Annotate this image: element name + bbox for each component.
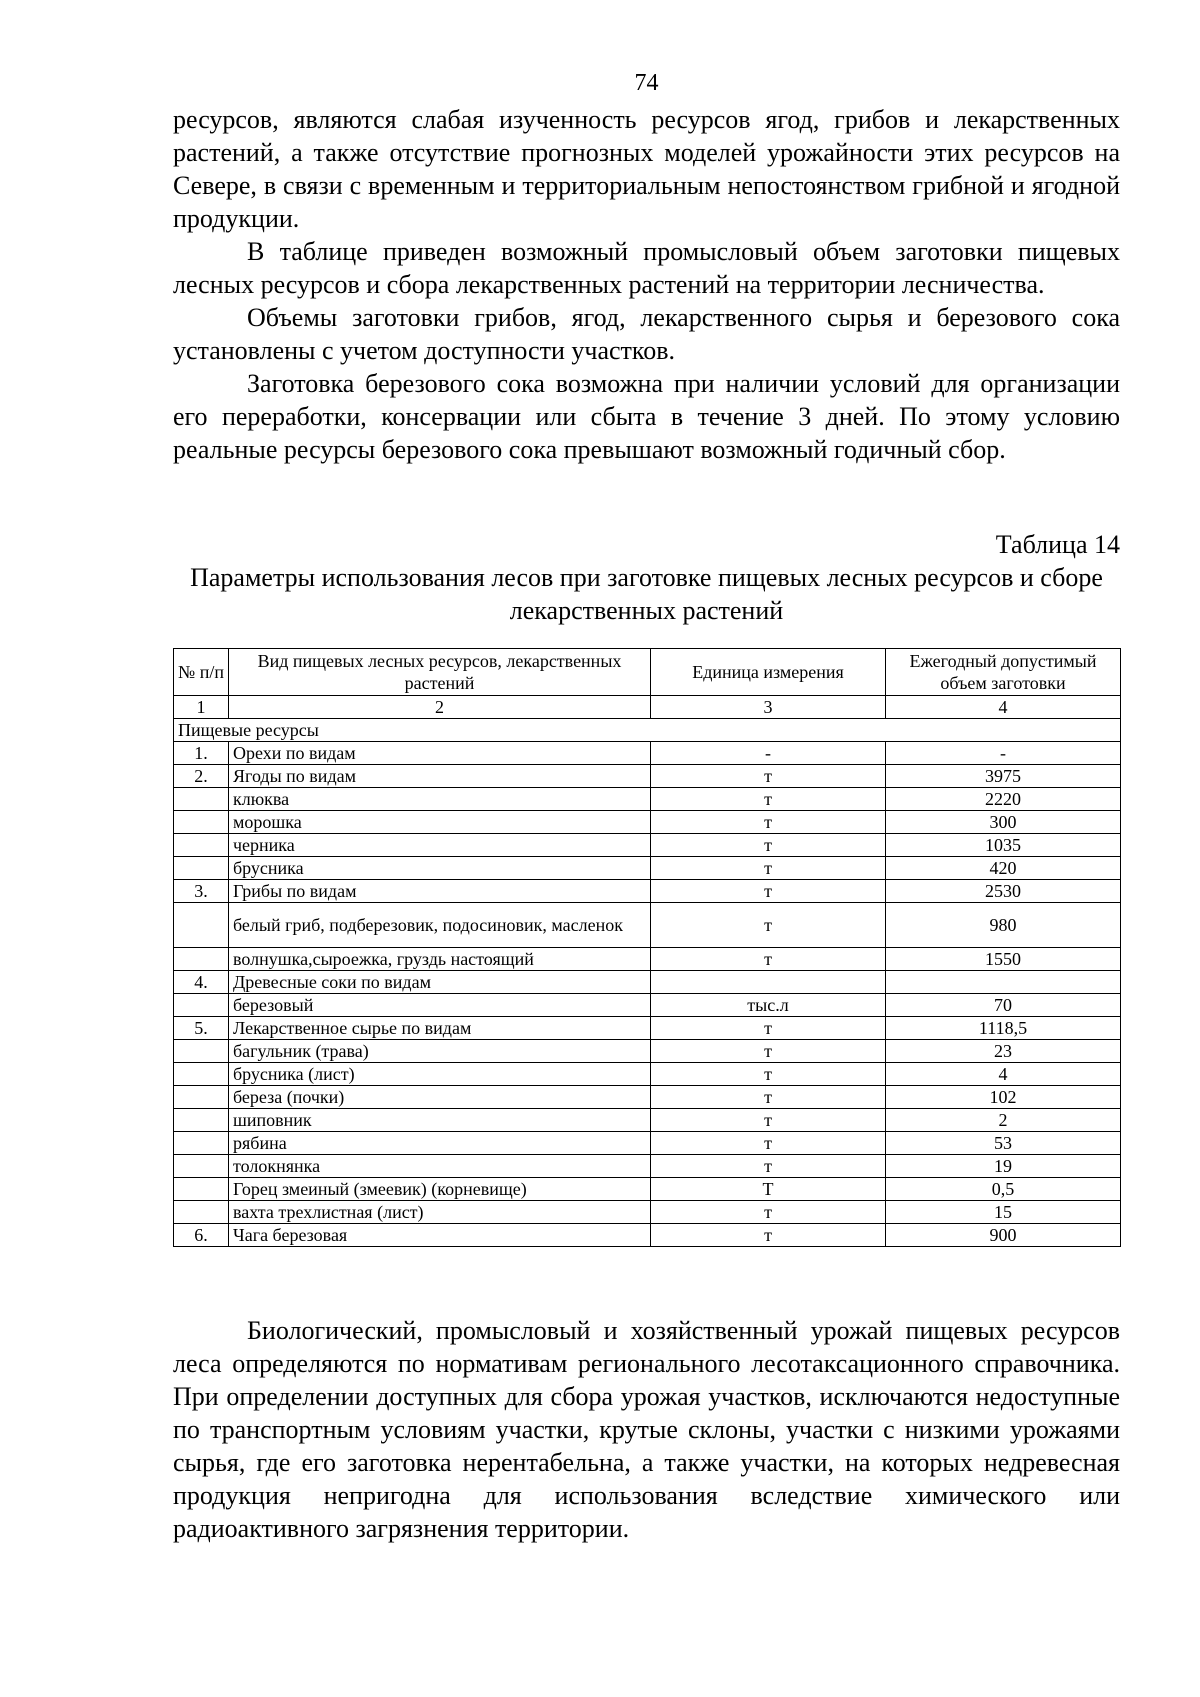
annual-volume: 3975 — [886, 765, 1121, 788]
table-row — [174, 857, 1121, 880]
header-volume: Ежегодный допустимый объем заготовки — [886, 649, 1121, 696]
resource-name: рябина — [229, 1132, 651, 1155]
header-unit: Единица измерения — [651, 649, 886, 696]
table-row — [174, 1040, 1121, 1063]
table-label: Таблица 14 — [995, 530, 1120, 559]
table-row — [174, 1109, 1121, 1132]
paragraph-5: Биологический, промысловый и хозяйственный урожай пищевых ресурсов леса определяются по нормативам регионального лесотаксационного справочника. При определении доступных для сбора урожая участков, исключаются недоступные по транспортным условиям участки, крутые склоны, участки с низкими урожаями сырья, где его заготовка нерентабельна, а также участки, на которых недревесная продукция непригодна для использования вследствие химического или радиоактивного загрязнения территории. — [173, 1316, 1120, 1543]
annual-volume: - — [886, 742, 1121, 765]
unit-of-measure: т — [651, 1063, 886, 1086]
annual-volume: 4 — [886, 1063, 1121, 1086]
unit-of-measure: Т — [651, 1178, 886, 1201]
unit-of-measure: т — [651, 811, 886, 834]
annual-volume: 19 — [886, 1155, 1121, 1178]
resource-name: клюква — [229, 788, 651, 811]
annual-volume: 1035 — [886, 834, 1121, 857]
row-number — [174, 811, 229, 834]
body-text-bottom — [173, 1314, 1120, 1545]
annual-volume: 1550 — [886, 948, 1121, 971]
header-num: № п/п — [174, 649, 229, 696]
resource-name: волнушка,сыроежка, груздь настоящий — [229, 948, 651, 971]
annual-volume: 980 — [886, 903, 1121, 948]
row-number — [174, 1086, 229, 1109]
header-resource: Вид пищевых лесных ресурсов, лекарственных растений — [229, 649, 651, 696]
section-row — [174, 719, 1121, 742]
row-number: 4. — [174, 971, 229, 994]
table-row — [174, 811, 1121, 834]
resource-name: Лекарственное сырье по видам — [229, 1017, 651, 1040]
column-number: 1 — [174, 696, 229, 719]
resource-name: морошка — [229, 811, 651, 834]
row-number — [174, 857, 229, 880]
resource-name: белый гриб, подберезовик, подосиновик, масленок — [229, 903, 651, 948]
unit-of-measure: т — [651, 1155, 886, 1178]
row-number — [174, 1178, 229, 1201]
resource-name: шиповник — [229, 1109, 651, 1132]
row-number — [174, 994, 229, 1017]
resource-name: Ягоды по видам — [229, 765, 651, 788]
annual-volume: 300 — [886, 811, 1121, 834]
table-row — [174, 903, 1121, 948]
table-row — [174, 1132, 1121, 1155]
row-number — [174, 903, 229, 948]
resource-name: багульник (трава) — [229, 1040, 651, 1063]
paragraph-3: Объемы заготовки грибов, ягод, лекарственного сырья и березового сока установлены с учетом доступности участков. — [173, 303, 1120, 365]
unit-of-measure: т — [651, 788, 886, 811]
annual-volume: 23 — [886, 1040, 1121, 1063]
annual-volume: 2530 — [886, 880, 1121, 903]
row-number — [174, 1109, 229, 1132]
unit-of-measure: т — [651, 765, 886, 788]
unit-of-measure: т — [651, 1086, 886, 1109]
table-title: Параметры использования лесов при заготовке пищевых лесных ресурсов и сборе лекарственных растений — [190, 563, 1103, 625]
annual-volume: 15 — [886, 1201, 1121, 1224]
section-label: Пищевые ресурсы — [174, 719, 1121, 742]
table-row — [174, 742, 1121, 765]
row-number — [174, 1040, 229, 1063]
table-row — [174, 880, 1121, 903]
row-number — [174, 948, 229, 971]
annual-volume: 900 — [886, 1224, 1121, 1247]
row-number: 2. — [174, 765, 229, 788]
unit-of-measure: - — [651, 742, 886, 765]
table-row — [174, 765, 1121, 788]
unit-of-measure: т — [651, 834, 886, 857]
resource-name: Горец змеиный (змеевик) (корневище) — [229, 1178, 651, 1201]
table-row — [174, 948, 1121, 971]
annual-volume: 0,5 — [886, 1178, 1121, 1201]
table-row — [174, 1155, 1121, 1178]
annual-volume — [886, 971, 1121, 994]
resource-name: Орехи по видам — [229, 742, 651, 765]
row-number — [174, 1063, 229, 1086]
table-row — [174, 1017, 1121, 1040]
row-number — [174, 834, 229, 857]
resource-name: березовый — [229, 994, 651, 1017]
page-number: 74 — [634, 70, 659, 96]
table-row — [174, 1178, 1121, 1201]
body-text-top — [173, 103, 1120, 466]
unit-of-measure: т — [651, 857, 886, 880]
column-number: 2 — [229, 696, 651, 719]
annual-volume: 102 — [886, 1086, 1121, 1109]
table-row — [174, 994, 1121, 1017]
unit-of-measure: т — [651, 903, 886, 948]
resource-name: Грибы по видам — [229, 880, 651, 903]
unit-of-measure: т — [651, 1040, 886, 1063]
resource-name: брусника (лист) — [229, 1063, 651, 1086]
table-row — [174, 1201, 1121, 1224]
row-number: 1. — [174, 742, 229, 765]
row-number: 3. — [174, 880, 229, 903]
column-number: 4 — [886, 696, 1121, 719]
annual-volume: 1118,5 — [886, 1017, 1121, 1040]
column-number: 3 — [651, 696, 886, 719]
resource-name: брусника — [229, 857, 651, 880]
unit-of-measure: т — [651, 1017, 886, 1040]
row-number — [174, 788, 229, 811]
table-header-row — [174, 649, 1121, 696]
unit-of-measure: т — [651, 1109, 886, 1132]
annual-volume: 420 — [886, 857, 1121, 880]
unit-of-measure: т — [651, 1224, 886, 1247]
table-row — [174, 1063, 1121, 1086]
annual-volume: 53 — [886, 1132, 1121, 1155]
unit-of-measure: т — [651, 1201, 886, 1224]
row-number: 6. — [174, 1224, 229, 1247]
resource-name: Чага березовая — [229, 1224, 651, 1247]
row-number — [174, 1132, 229, 1155]
resource-name: черника — [229, 834, 651, 857]
resource-name: толокнянка — [229, 1155, 651, 1178]
unit-of-measure — [651, 971, 886, 994]
table-row — [174, 1224, 1121, 1247]
unit-of-measure: т — [651, 948, 886, 971]
resource-name: береза (почки) — [229, 1086, 651, 1109]
resource-name: вахта трехлистная (лист) — [229, 1201, 651, 1224]
unit-of-measure: т — [651, 1132, 886, 1155]
table-row — [174, 971, 1121, 994]
resource-name: Древесные соки по видам — [229, 971, 651, 994]
annual-volume: 2 — [886, 1109, 1121, 1132]
annual-volume: 70 — [886, 994, 1121, 1017]
paragraph-4: Заготовка березового сока возможна при наличии условий для организации его переработки, консервации или сбыта в течение 3 дней. По этому условию реальные ресурсы березового сока превышают возможный годичный сбор. — [173, 369, 1120, 464]
row-number: 5. — [174, 1017, 229, 1040]
table-row — [174, 1086, 1121, 1109]
row-number — [174, 1155, 229, 1178]
unit-of-measure: т — [651, 880, 886, 903]
paragraph-2: В таблице приведен возможный промысловый объем заготовки пищевых лесных ресурсов и сбора лекарственных растений на территории лесничества. — [173, 237, 1120, 299]
annual-volume: 2220 — [886, 788, 1121, 811]
table-row — [174, 788, 1121, 811]
unit-of-measure: тыс.л — [651, 994, 886, 1017]
table-row — [174, 834, 1121, 857]
row-number — [174, 1201, 229, 1224]
paragraph-1: ресурсов, являются слабая изученность ресурсов ягод, грибов и лекарственных растений, а также отсутствие прогнозных моделей урожайности этих ресурсов на Севере, в связи с временным и территориальным непостоянством грибной и ягодной продукции. — [173, 105, 1120, 233]
column-number-row — [174, 696, 1121, 719]
resources-table — [173, 648, 1121, 1247]
